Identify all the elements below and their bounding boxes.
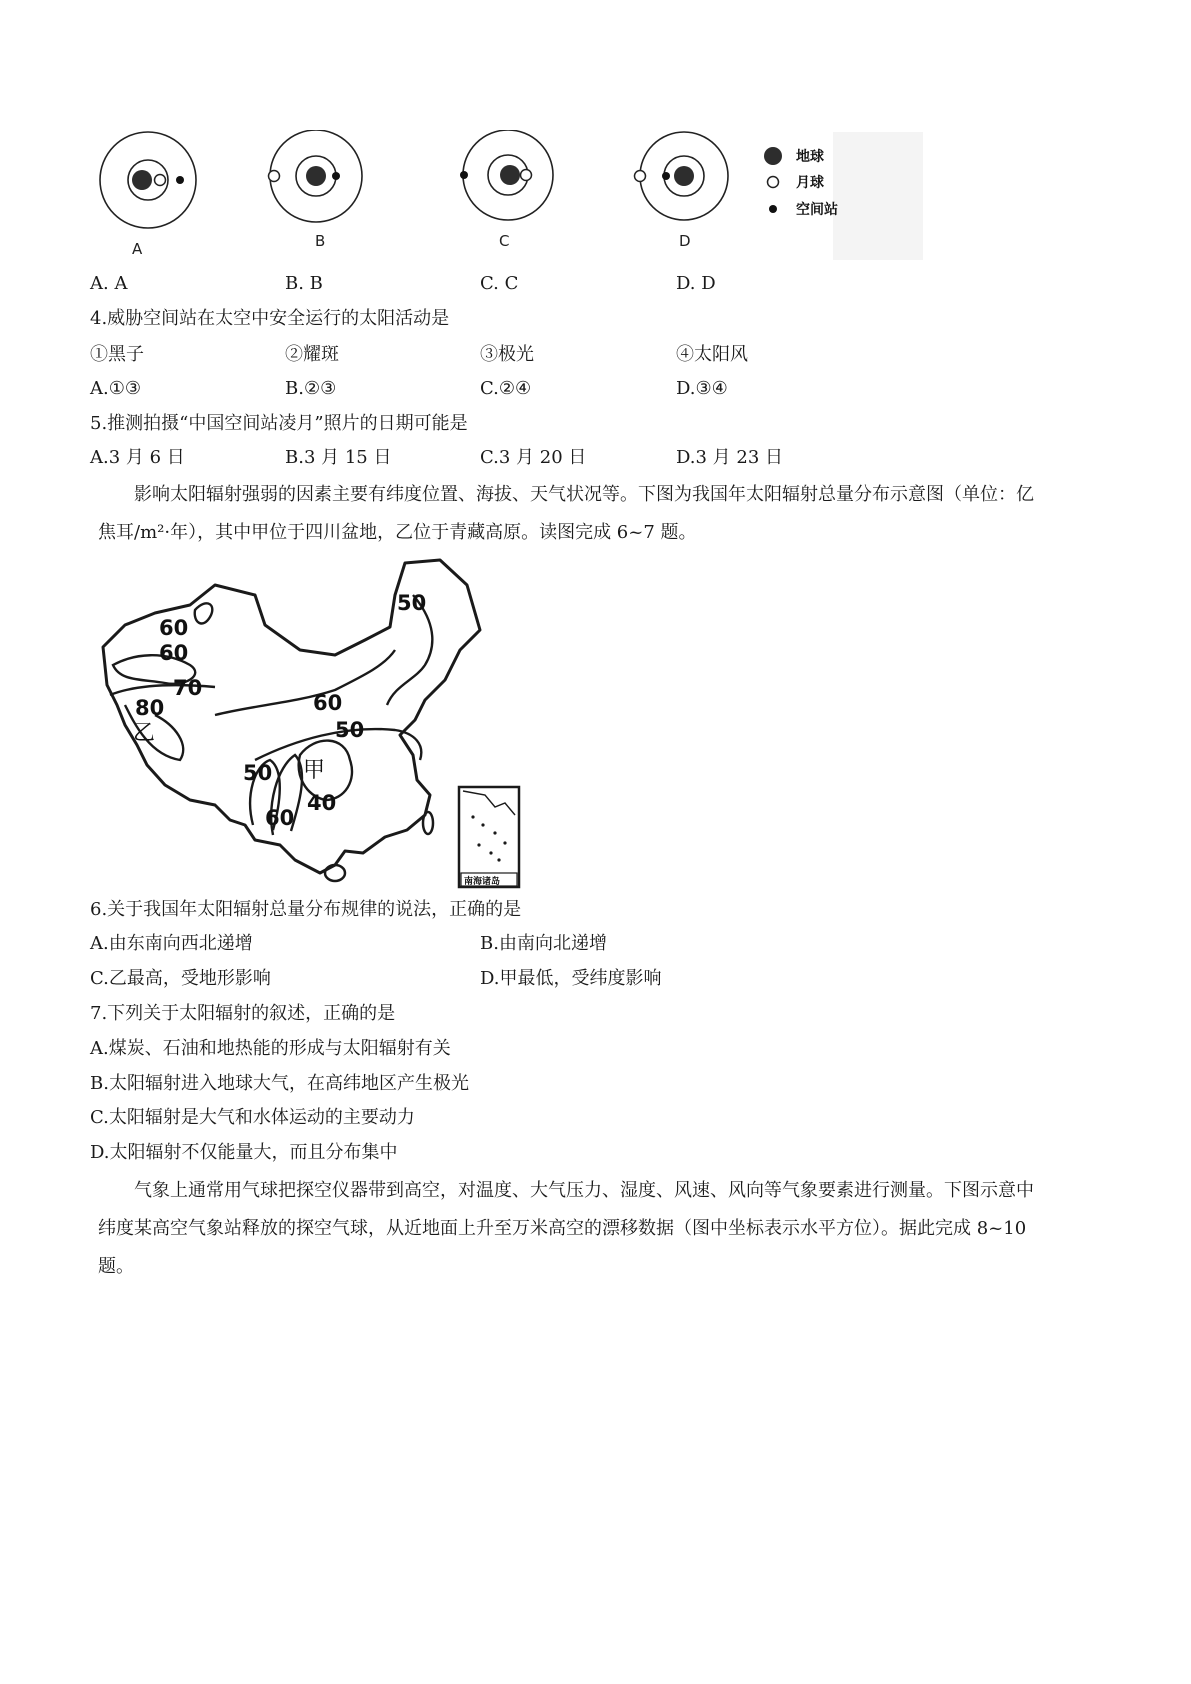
moon-icon [155,175,166,186]
q5-option-a: A.3 月 6 日 [90,447,185,468]
panel-label: A [132,240,143,258]
q6-option-b: B.由南向北递增 [480,933,607,954]
isoline-label: 80 [135,696,165,720]
earth-icon [132,170,152,190]
orbit-panel-c [460,130,553,250]
q5-option-c: C.3 月 20 日 [480,447,587,468]
legend-label: 空间站 [796,202,838,218]
space-station-icon [460,171,468,179]
passage-6-7: 影响太阳辐射强弱的因素主要有纬度位置、海拔、天气状况等。下图为我国年太阳辐射总量分布示意图（单位：亿焦耳/m²·年），其中甲位于四川盆地，乙位于青藏高原。读图完成 6~7 题。 [98,484,1034,543]
orbit-diagram [88,130,928,280]
isoline-label: 70 [173,676,203,700]
q3-option-c: C. C [480,273,519,294]
passage-8-10: 气象上通常用气球把探空仪器带到高空，对温度、大气压力、湿度、风速、风向等气象要素进行测量。下图示意中纬度某高空气象站释放的探空气球，从近地面上升至万米高空的漂移数据（图中坐标表示水平方位）。据此完成 8~10 题。 [98,1180,1034,1277]
hainan-island [325,865,345,881]
q7-option-c: C.太阳辐射是大气和水体运动的主要动力 [90,1107,415,1128]
q4-item-3: ③极光 [480,344,534,365]
legend-label: 月球 [796,175,824,191]
q3-option-d: D. D [676,273,716,294]
q5-option-b: B.3 月 15 日 [285,447,392,468]
isoline-label: 50 [335,718,365,742]
panel-label: B [315,232,326,250]
q7-option-a: A.煤炭、石油和地热能的形成与太阳辐射有关 [90,1038,451,1059]
q3-option-a: A. A [90,273,128,294]
south-china-sea-inset [459,787,519,887]
q6-stem: 6.关于我国年太阳辐射总量分布规律的说法，正确的是 [90,899,522,920]
q6-option-d: D.甲最低，受纬度影响 [480,968,662,989]
isoline-label: 60 [159,641,189,665]
q4-item-2: ②耀斑 [285,344,339,365]
earth-icon [500,165,520,185]
orbit-legend [764,147,838,218]
q4-stem: 4.威胁空间站在太空中安全运行的太阳活动是 [90,308,450,329]
isoline-60-central [215,650,395,715]
space-station-icon [662,172,670,180]
q4-option-c: C.②④ [480,378,532,399]
solar-radiation-map [95,555,535,890]
place-label-yi: 乙 [133,721,156,746]
earth-icon [306,166,326,186]
place-label-jia: 甲 [303,758,326,783]
space-station-icon [332,172,340,180]
isoline-60-north [195,603,213,623]
orbit-panel-b [269,130,363,250]
q4-item-1: ①黑子 [90,344,144,365]
q5-option-d: D.3 月 23 日 [676,447,784,468]
isoline-label: 50 [397,591,427,615]
space-station-icon [769,205,777,213]
earth-icon [674,166,694,186]
orbit-panel-d [635,132,729,250]
orbit-panel-a [100,132,196,258]
q4-option-b: B.②③ [285,378,337,399]
isoline-label: 40 [307,791,337,815]
q5-stem: 5.推测拍摄“中国空间站凌月”照片的日期可能是 [90,413,468,434]
q4-option-d: D.③④ [676,378,728,399]
isoline-label: 50 [243,761,273,785]
isoline-label: 60 [265,806,295,830]
earth-icon [764,147,782,165]
taiwan-island [423,812,433,834]
q4-option-a: A.①③ [90,378,141,399]
inset-label: 南海诸岛 [464,877,501,887]
moon-icon [269,171,280,182]
space-station-icon [176,176,184,184]
q7-stem: 7.下列关于太阳辐射的叙述，正确的是 [90,1003,396,1024]
q7-option-d: D.太阳辐射不仅能量大，而且分布集中 [90,1142,398,1163]
isoline-label: 60 [313,691,343,715]
q7-option-b: B.太阳辐射进入地球大气，在高纬地区产生极光 [90,1073,469,1094]
moon-icon [768,177,779,188]
panel-label: D [679,232,691,250]
moon-icon [521,170,532,181]
isoline-label: 60 [159,616,189,640]
legend-label: 地球 [796,149,824,165]
q6-option-c: C.乙最高，受地形影响 [90,968,271,989]
q4-item-4: ④太阳风 [676,344,748,365]
moon-icon [635,171,646,182]
q3-option-b: B. B [285,273,323,294]
panel-label: C [499,232,510,250]
q6-option-a: A.由东南向西北递增 [90,933,253,954]
